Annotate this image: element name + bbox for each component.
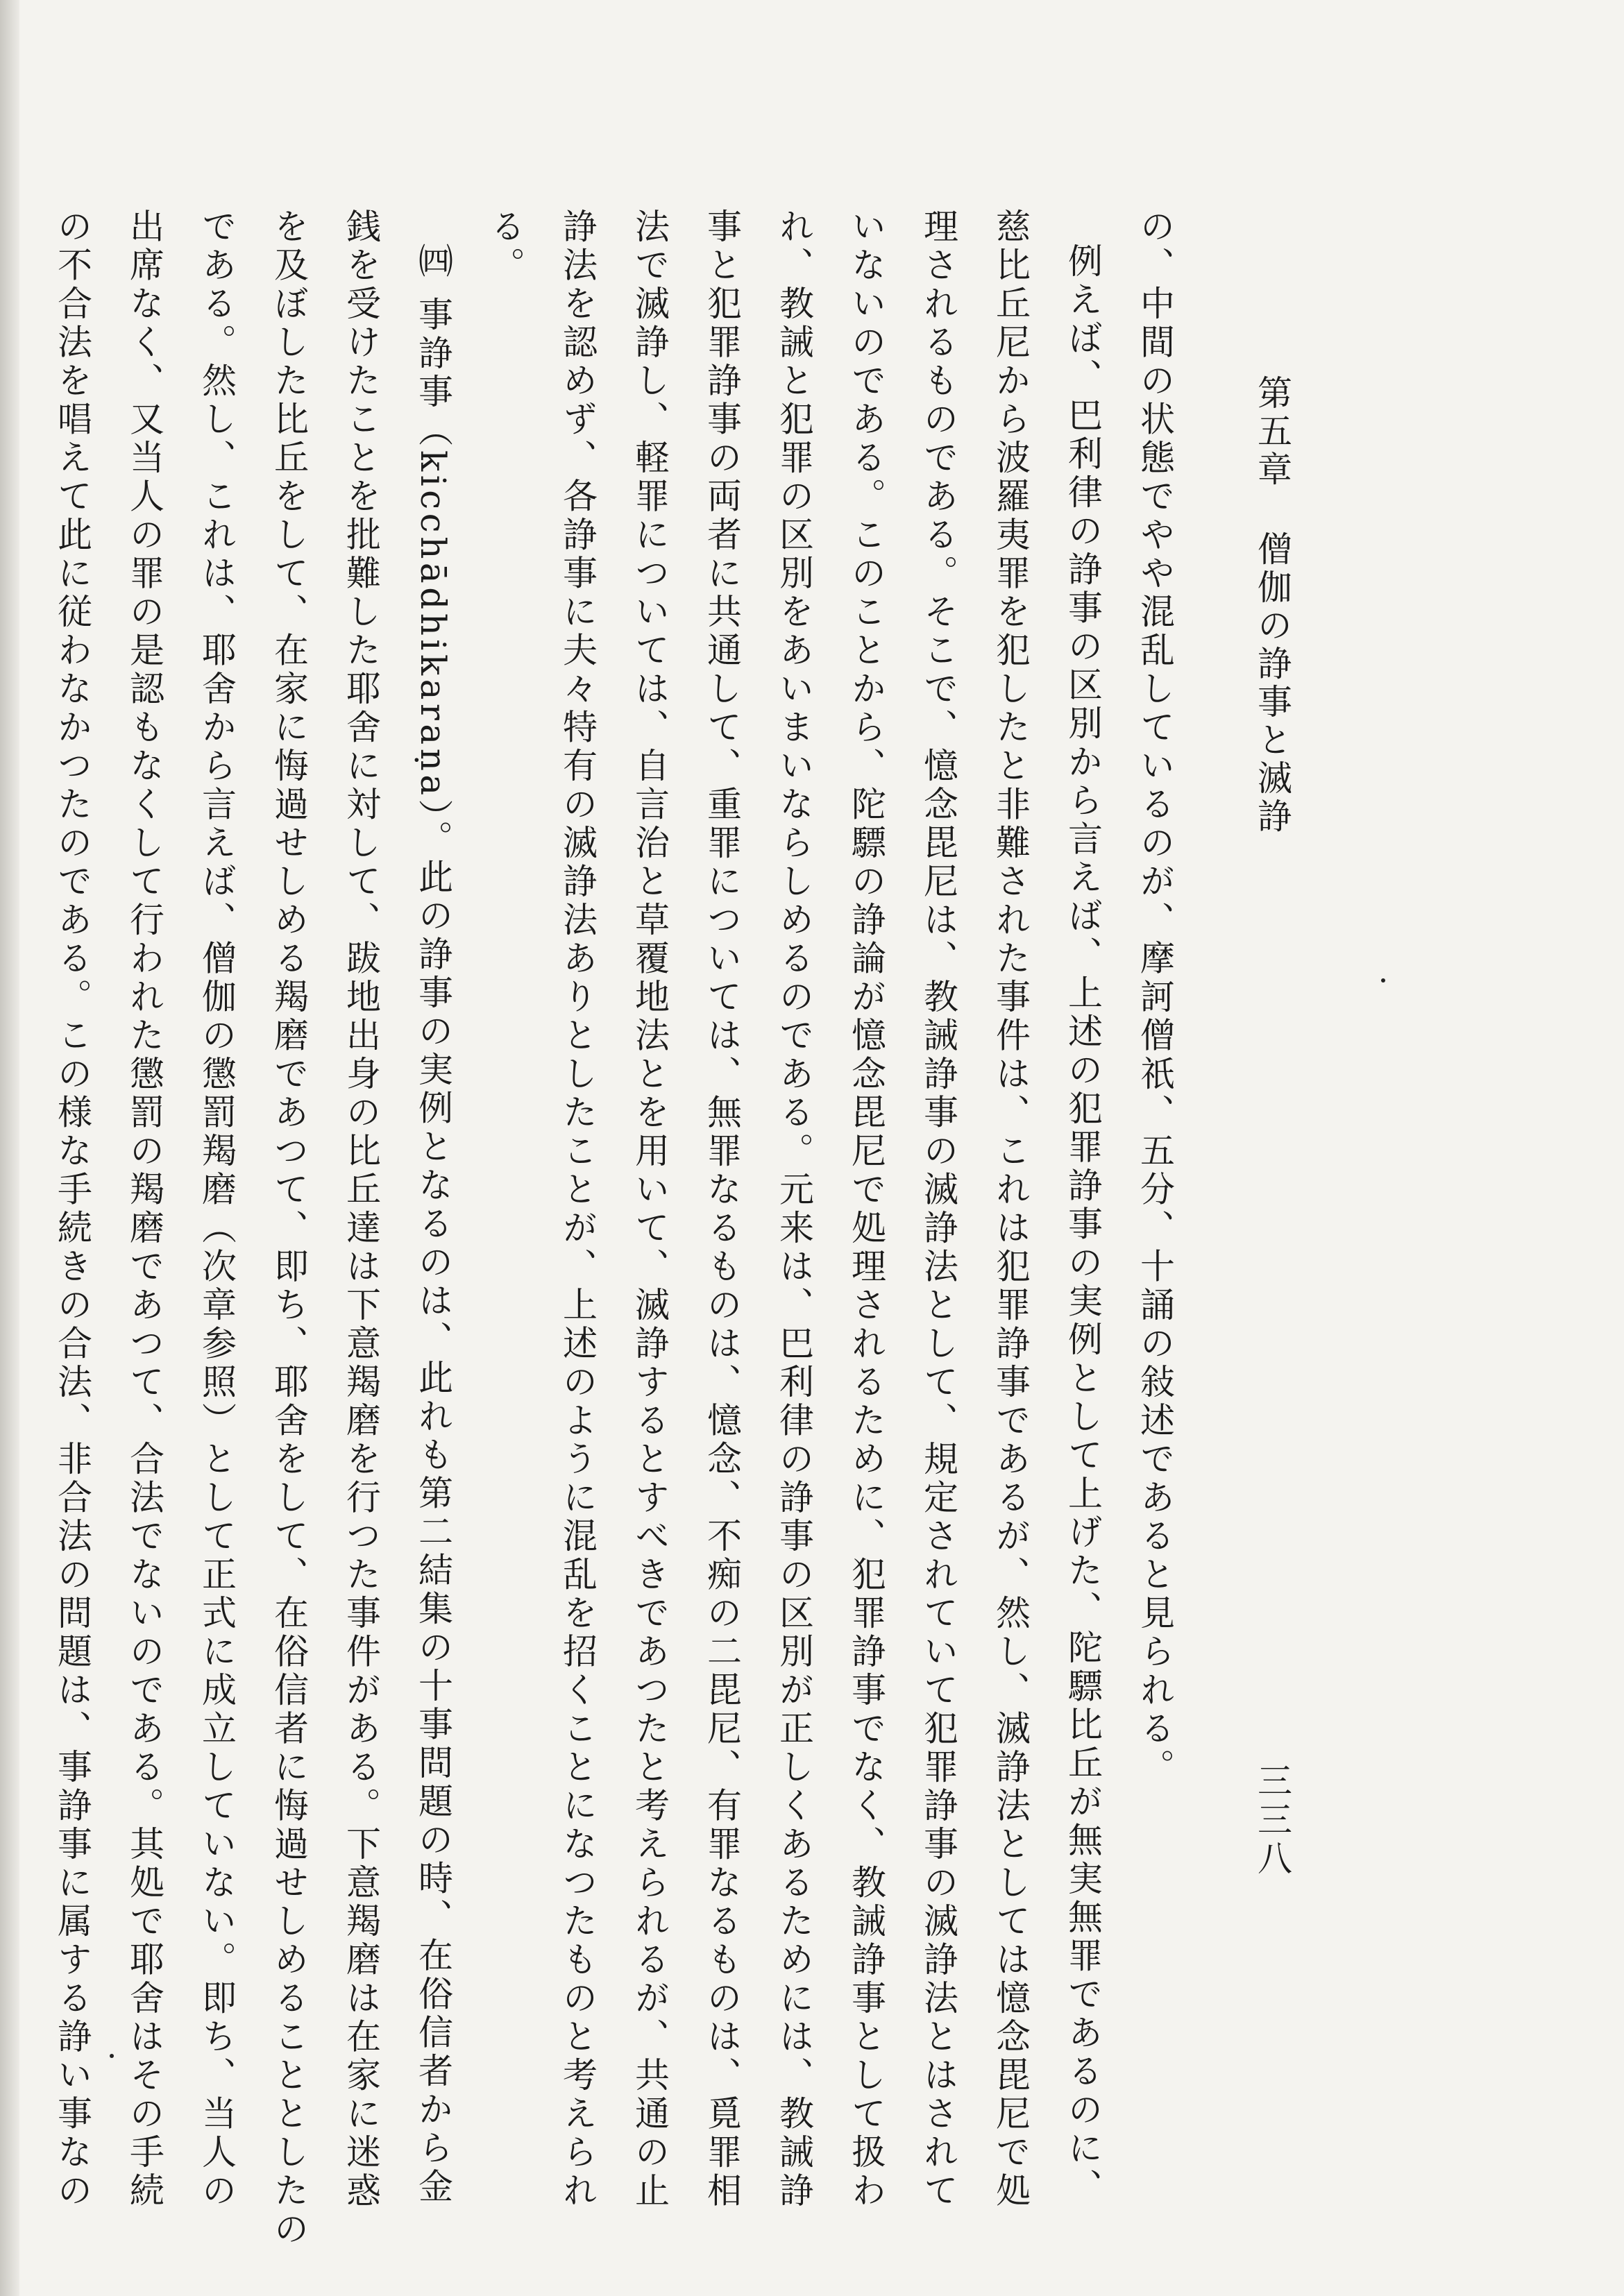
chapter-label: 第五章 [1252,375,1292,489]
page-number: 三三八 [1252,1762,1292,1879]
text-line: を及ぼした比丘をして、在家に悔過せしめる羯磨であつて、即ち、耶舍をして、在俗信者に悔過せしめることとしたの [269,208,309,2250]
text-line: れ、教誡と犯罪の区別をあいまいならしめるのである。元来は、巴利律の諍事の区別が正しくあるためには、教誡諍 [774,208,814,2211]
text-line: いないのである。このことから、陀驃の諍論が憶念毘尼で処理されるために、犯罪諍事でなく、教誡諍事として扱わ [846,208,886,2211]
chapter-title: 僧伽の諍事と滅諍 [1252,531,1292,836]
text-line: 理されるものである。そこで、憶念毘尼は、教誡諍事の滅諍法として、規定されていて犯罪諍事の滅諍法とはされて [918,208,958,2211]
text-line: 事と犯罪諍事の両者に共通して、重罪については、無罪なるものは、憶念、不痴の二毘尼、有罪なるものは、覓罪相 [702,208,742,2211]
text-line: 法で滅諍し、軽罪については、自言治と草覆地法とを用いて、滅諍するとすべきであつたと考えられるが、共通の止 [629,208,670,2211]
text-line: 諍法を認めず、各諍事に夫々特有の滅諍法ありとしたことが、上述のように混乱を招くことになつたものと考えられ [557,208,598,2211]
text-line: ㈣ 事諍事（kicchādhikaraṇa）。此の諍事の実例となるのは、此れも第二結集の十事問題の時、在俗信者から金 [413,243,453,2207]
text-line: である。然し、これは、耶舍から言えば、僧伽の懲罰羯磨（次章参照）として正式に成立していない。即ち、当人の [196,208,237,2211]
text-line: 例えば、巴利律の諍事の区別から言えば、上述の犯罪諍事の実例として上げた、陀驃比丘が無実無罪であるのに、 [1063,243,1103,2207]
running-header [1249,375,1295,836]
text-line: の不合法を唱えて此に従わなかつたのである。この様な手続きの合法、非合法の問題は、事諍事に属する諍い事なの [52,208,92,2211]
speck-mark [1381,978,1385,983]
speck-mark [110,2054,114,2058]
text-line: 慈比丘尼から波羅夷罪を犯したと非難された事件は、これは犯罪諍事であるが、然し、滅諍法としては憶念毘尼で処 [990,208,1031,2211]
text-line: 出席なく、又当人の罪の是認もなくして行われた懲罰の羯磨であつて、合法でないのである。其処で耶舍はその手続 [124,208,164,2211]
book-spine-shadow [0,0,19,2296]
text-line: る。 [485,208,525,285]
body-text [52,208,1191,2250]
text-line: 銭を受けたことを批難した耶舍に対して、跋地出身の比丘達は下意羯磨を行つた事件がある。下意羯磨は在家に迷惑 [341,208,381,2211]
text-line: の、中間の状態でやや混乱しているのが、摩訶僧祇、五分、十誦の敍述であると見られる。 [1135,208,1175,1787]
